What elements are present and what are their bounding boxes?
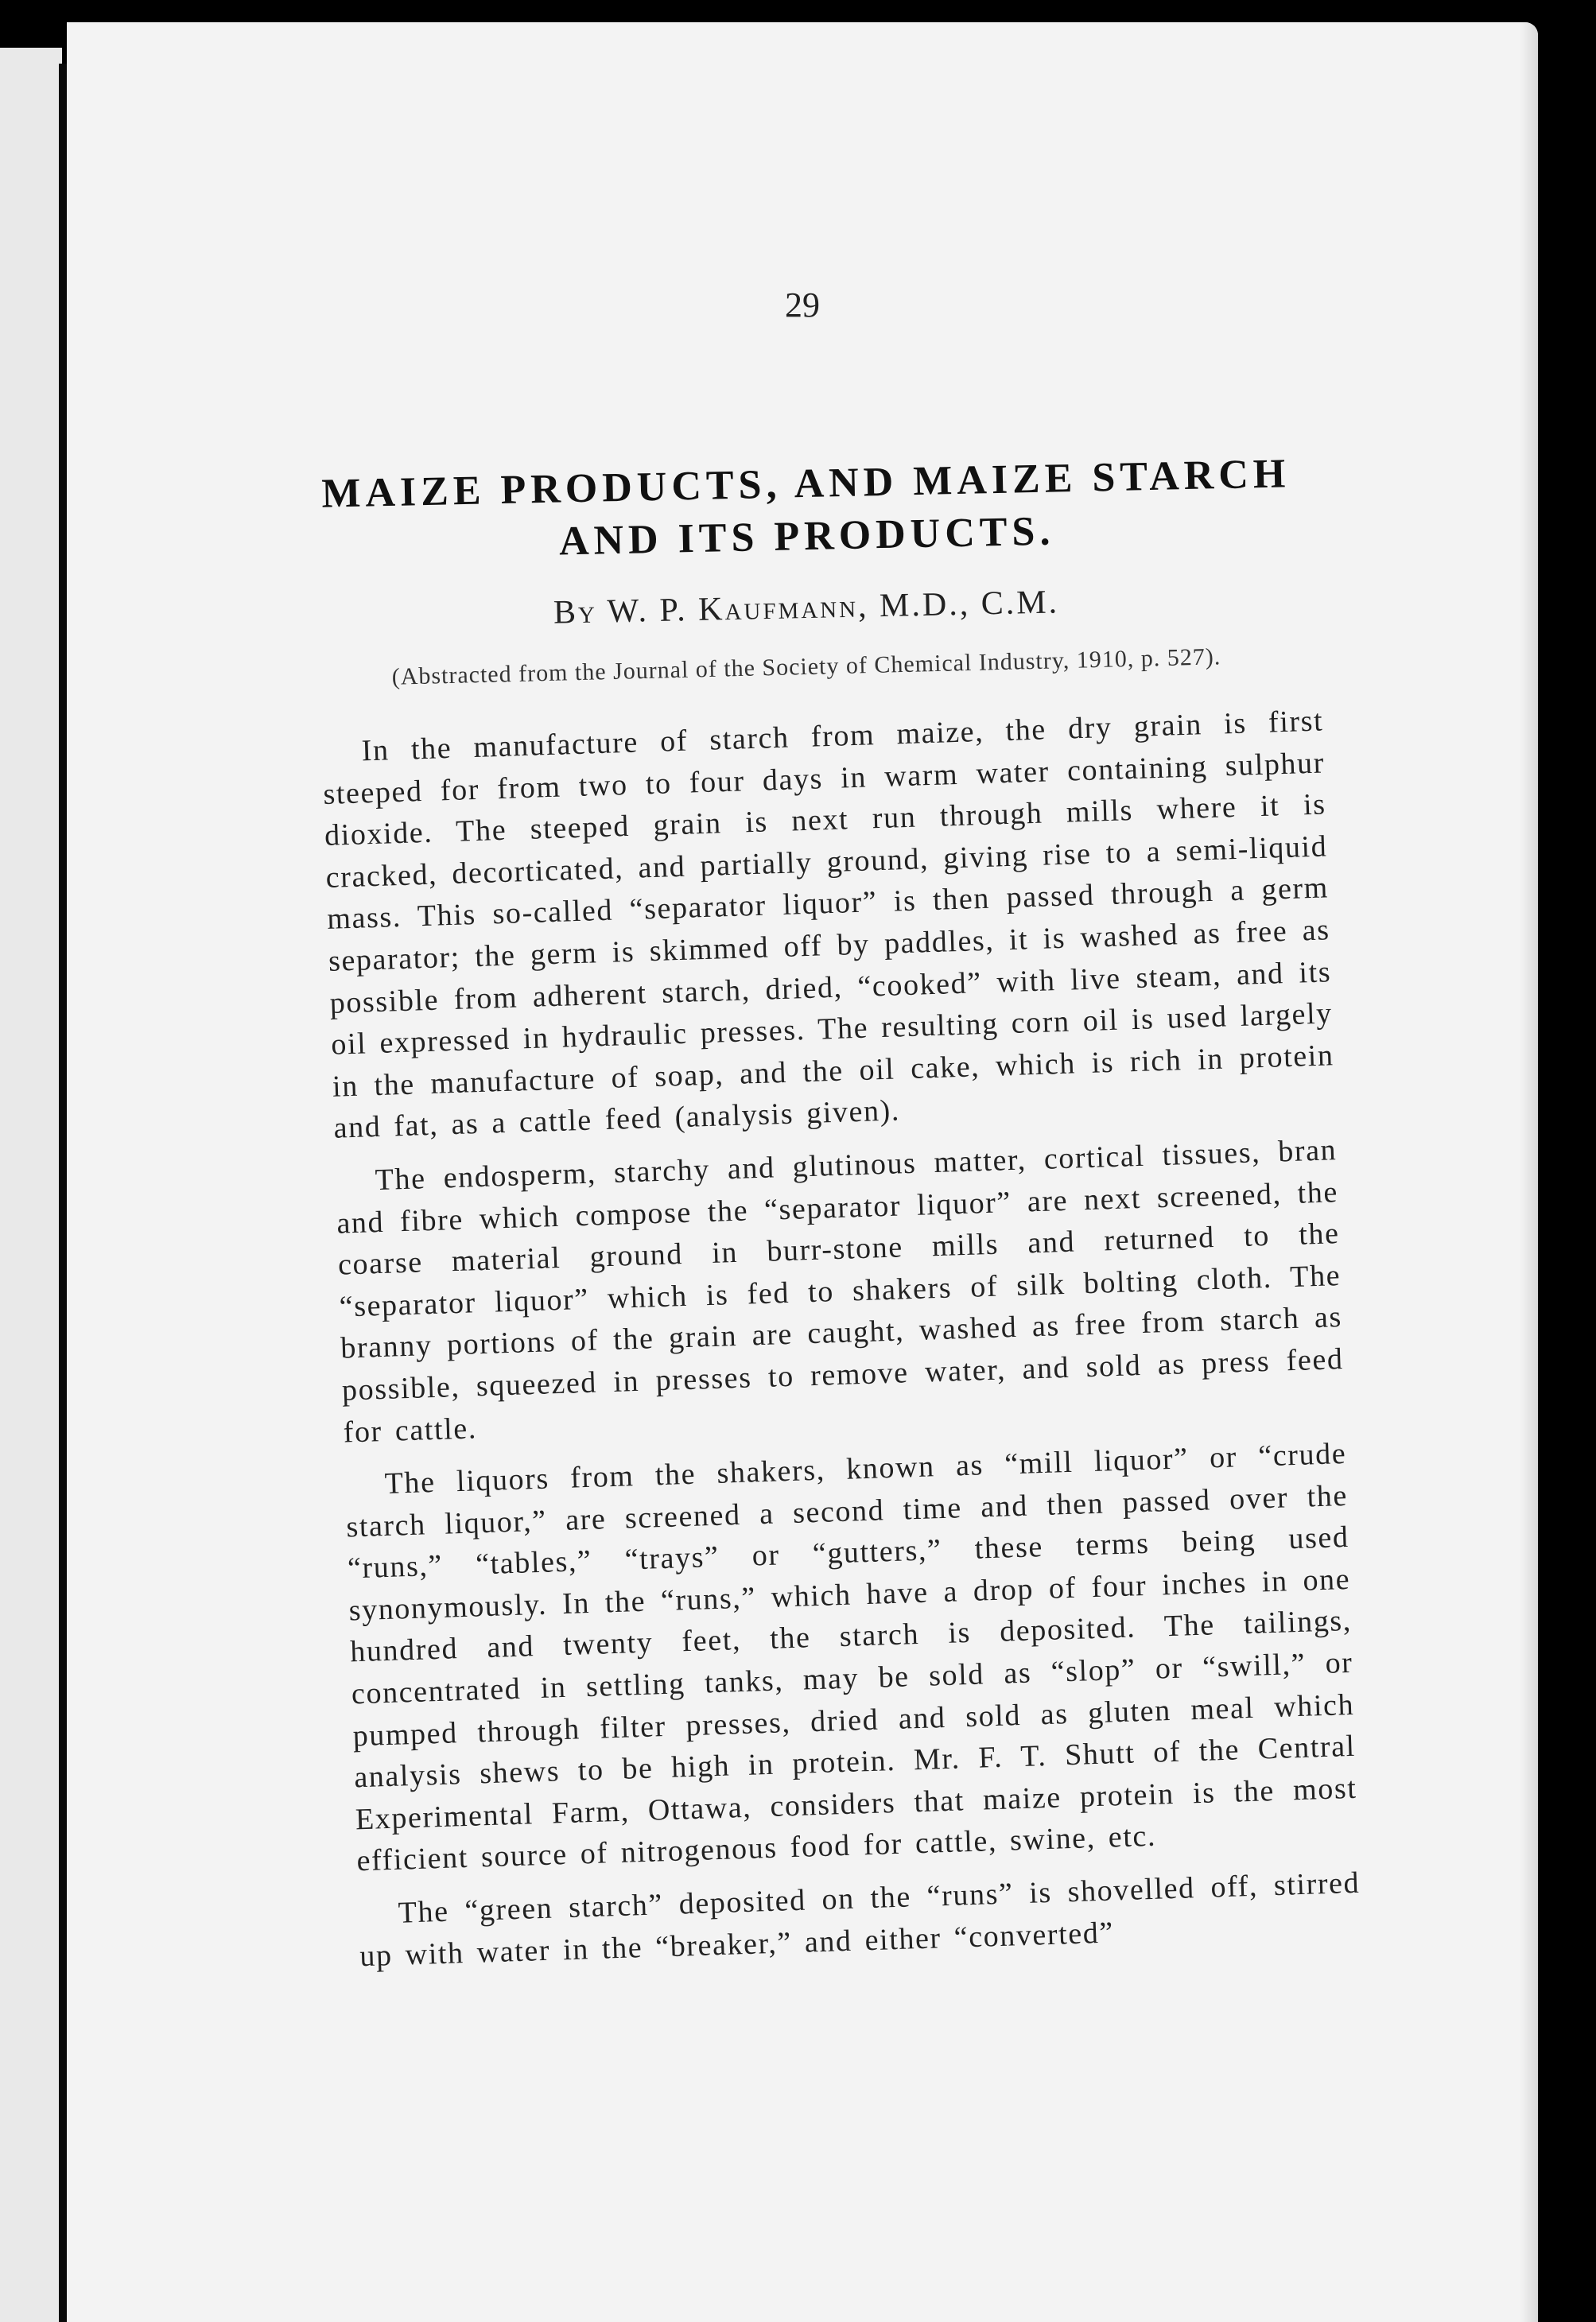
paragraph: The endosperm, starchy and glutinous matter, cortical tissues, bran and fibre which compose the “separator liquor” are next screened, the coarse material ground in burr-stone mills and returned to the “separator liquor” which is fed to shakers of silk bolting cloth. The branny portions of the grain are caught, washed as free from starch as possible, squeezed in presses to remove water, and sold as press feed for cattle. xyxy=(336,1133,1345,1450)
article-title: MAIZE PRODUCTS, AND MAIZE STARCH AND ITS PRODUCTS. xyxy=(320,451,1291,565)
article-source-note: (Abstracted from the Journal of the Society of Chemical Industry, 1910, p. 527). xyxy=(391,643,1221,690)
book-binding xyxy=(59,64,67,2322)
page-edge-shadow xyxy=(1520,22,1538,2322)
paragraph: The “green starch” deposited on the “runs” is shovelled off, stirred up with water in the “breaker,” and either “converted” xyxy=(359,1866,1361,1973)
page-number: 29 xyxy=(785,285,820,324)
book-page xyxy=(67,22,1538,2322)
article-byline: By W. P. Kaufmann, M.D., C.M. xyxy=(553,584,1060,631)
paragraph: The liquors from the shakers, known as “mill liquor” or “crude starch liquor,” are screened a second time and then passed over the “runs,” “tables,” “trays” or “gutters,” these terms being used synonymously. In the “runs,” which have a drop of four inches in one hundred and twenty feet, the starch is deposited. The tailings, concentrated in settling tanks, may be sold as “slop” or “swill,” or pumped through filter presses, dried and sold as gluten meal which analysis shews to be high in protein. Mr. F. T. Shutt of the Central Experimental Farm, Ottawa, considers that maize protein is the most efficient source of nitrogenous food for cattle, swine, etc. xyxy=(345,1437,1358,1878)
article-body xyxy=(321,700,1362,1988)
paragraph: In the manufacture of starch from maize, the dry grain is first steeped for from two to four days in warm water containing sulphur dioxide. The steeped grain is next run through mills where it is cracked, decorticated, and partially ground, giving rise to a semi-liquid mass. This so-called “separator liquor” is then passed through a germ separator; the germ is skimmed off by paddles, it is washed as free as possible from adherent starch, dried, “cooked” with live steam, and its oil expressed in hydraulic presses. The resulting corn oil is used largely in the manufacture of soap, and the oil cake, which is rich in protein and fat, as a cattle feed (analysis given). xyxy=(322,704,1335,1146)
left-page-edge xyxy=(0,48,62,2322)
